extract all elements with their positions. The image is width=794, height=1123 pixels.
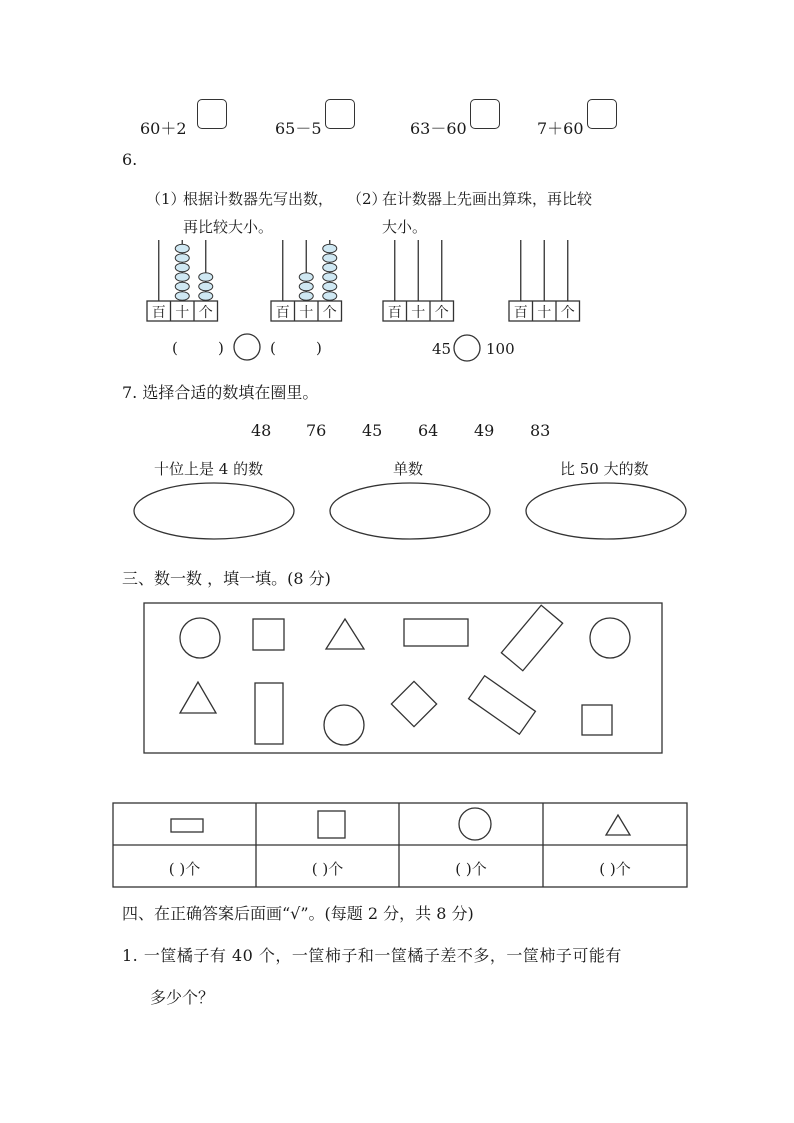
q7-number-6: 83 [530,421,551,440]
circle-label-tens-4: 十位上是 4 的数 [154,460,264,478]
compare-circle-2[interactable] [454,335,480,361]
abacus-label: 百 [387,305,402,321]
abacus-label: 个 [198,305,213,321]
abacus-label: 十 [299,305,314,321]
triangle-shape [326,619,364,649]
abacus-bead [175,282,189,291]
abacus-base-4 [509,301,580,321]
abacus-base-1 [147,301,218,321]
abacus-bead [299,292,313,301]
q6-part2-label: （2） [347,190,387,208]
abacus-label: 十 [175,305,190,321]
abacus-label: 十 [411,305,426,321]
section3-title: 三、数一数 ，填一填。(8 分) [122,569,331,588]
abacus-bead [323,282,337,291]
rectangle-shape [469,676,536,734]
compare-left-number: 45 [432,340,452,358]
q7-number-3: 45 [362,421,383,440]
abacus-bead [175,254,189,263]
abacus-bead [323,244,337,253]
triangle-shape [180,682,216,713]
q7-number-4: 64 [418,421,439,440]
q7-number-2: 76 [306,421,327,440]
square-shape [253,619,284,650]
abacus-label: 个 [560,305,575,321]
square-shape [391,681,436,726]
rectangle-shape [404,619,468,646]
circle-label-greater-50: 比 50 大的数 [560,460,649,478]
oval-tens-4[interactable] [134,483,294,539]
compare-item-3: 63－60 [410,119,467,138]
compare-item-2: 65－5 [275,119,322,138]
oval-odd[interactable] [330,483,490,539]
circle-shape [324,705,364,745]
q7-number-1: 48 [251,421,272,440]
abacus-bead [323,254,337,263]
compare-right-number: 100 [486,340,515,358]
abacus-label: 个 [322,305,337,321]
section4-q1-line1: 1. 一筐橘子有 40 个，一筐柿子和一筐橘子差不多，一筐柿子可能有 [122,946,622,965]
abacus-bead [323,292,337,301]
rectangle-icon [171,819,203,832]
q6-part1-label: （1） [146,190,186,208]
paren-right-1: ) [218,339,224,357]
abacus-bead [199,273,213,282]
compare-item-1: 60＋2 [140,119,187,138]
circle-icon [459,808,491,840]
rectangle-shape [255,683,283,744]
section4-q1-line2: 多少个？ [150,988,215,1007]
oval-greater-50[interactable] [526,483,686,539]
abacus-bead [175,273,189,282]
q7-title: 7. 选择合适的数填在圈里。 [122,383,319,402]
square-icon [318,811,345,838]
abacus-bead [323,273,337,282]
abacus-bead [323,263,337,272]
abacus-base-2 [271,301,342,321]
q6-part1-line1: 根据计数器先写出数， [183,190,334,208]
circle-shape [180,618,220,658]
abacus-base-3 [383,301,454,321]
paren-left-2: ( [270,339,276,357]
abacus-label: 个 [434,305,449,321]
abacus-bead [175,263,189,272]
q7-number-5: 49 [474,421,495,440]
q6-number: 6. [122,150,138,169]
abacus-bead [199,292,213,301]
shapes-frame [144,603,662,753]
abacus-label: 百 [275,305,290,321]
circle-shape [590,618,630,658]
count-cell-rectangle[interactable]: ( )个 [168,860,201,878]
square-shape [582,705,612,735]
abacus-bead [299,282,313,291]
count-cell-triangle[interactable]: ( )个 [599,860,631,878]
circle-label-odd: 单数 [393,460,424,478]
abacus-bead [175,244,189,253]
compare-item-4: 7＋60 [537,119,584,138]
q6-part2-line1: 在计数器上先画出算珠，再比较 [382,190,593,208]
q6-part2-line2: 大小。 [382,218,428,236]
section4-title: 四、在正确答案后面画“√”。(每题 2 分，共 8 分) [122,904,474,923]
abacus-bead [299,273,313,282]
abacus-bead [175,292,189,301]
count-cell-circle[interactable]: ( )个 [455,860,487,878]
triangle-icon [606,815,630,835]
paren-left-1: ( [172,339,178,357]
count-cell-square[interactable]: ( )个 [311,860,344,878]
q6-part1-line2: 再比较大小。 [183,218,274,236]
abacus-label: 十 [537,305,552,321]
abacus-label: 百 [151,305,166,321]
abacus-label: 百 [513,305,528,321]
rectangle-shape [501,605,562,670]
paren-right-2: ) [316,339,322,357]
abacus-bead [199,282,213,291]
compare-circle-1[interactable] [234,334,260,360]
